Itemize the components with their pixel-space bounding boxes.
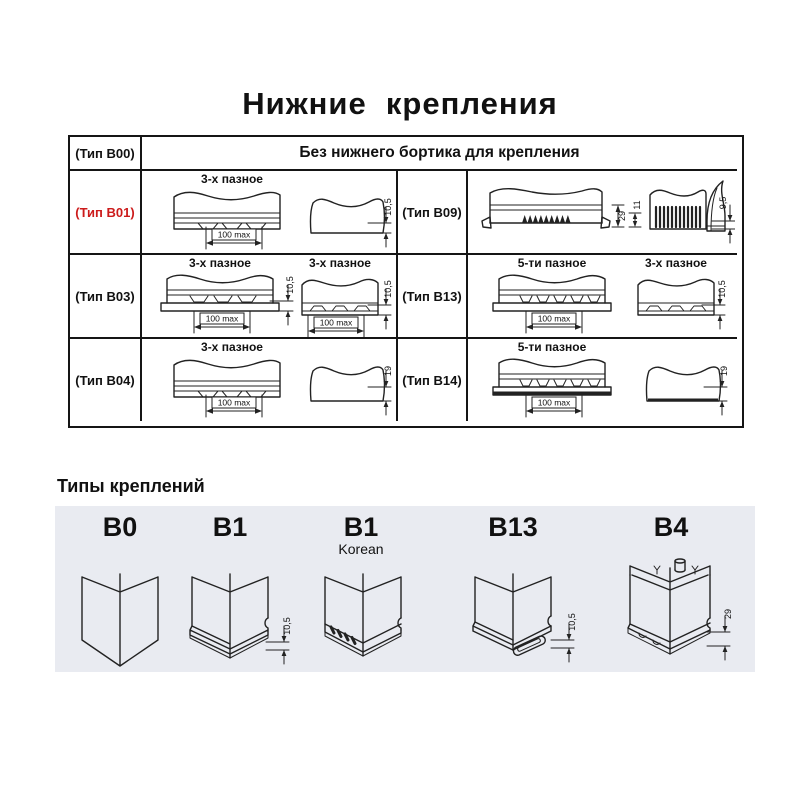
height-dim: 10,5 [717, 280, 727, 298]
drawing-b03 [142, 255, 396, 337]
type-label-b01: (Тип B01) [75, 204, 135, 220]
height-dim: 29 [723, 608, 733, 620]
height-dim: 19 [383, 365, 393, 377]
height-dim: 10,5 [282, 617, 292, 635]
mount-types-drawings [55, 558, 755, 672]
cell-type-b13 [398, 255, 468, 339]
mount-types-panel [55, 506, 755, 672]
width-dim: 100 max [217, 229, 251, 240]
cell-drawings-b04 [142, 339, 398, 421]
section-heading: Типы креплений [57, 476, 205, 496]
desc-b00: Без нижнего бортика для крепления [299, 144, 580, 161]
mount-type-sublabel-korean: Korean [338, 541, 384, 557]
corner-drawing-b4 [628, 559, 733, 660]
width-dim: 100 max [537, 313, 571, 324]
type-label-b04: (Тип B04) [75, 372, 135, 388]
groove-label: 3-х пазное [201, 340, 263, 354]
type-label-b14: (Тип B14) [402, 372, 462, 388]
height-dim: 10,5 [383, 280, 393, 298]
cell-type-b04 [70, 339, 142, 421]
mount-table [68, 135, 744, 428]
drawing-b09 [468, 171, 735, 253]
drawing-b14 [468, 339, 735, 421]
cell-type-b14 [398, 339, 468, 421]
drawing-b01 [142, 171, 396, 253]
height-dim: 10,5 [383, 198, 393, 216]
type-label-b03: (Тип B03) [75, 288, 135, 304]
type-label-b09: (Тип B09) [402, 204, 462, 220]
height-dim: 19 [719, 365, 729, 377]
cell-drawings-b14 [468, 339, 737, 421]
corner-drawing-b1 [190, 574, 292, 664]
height-dim: 10,5 [567, 613, 577, 631]
cell-type-b01 [70, 171, 142, 255]
cell-drawings-b03 [142, 255, 398, 339]
width-dim: 100 max [319, 317, 353, 328]
mount-type-label-b0: B0 [102, 512, 138, 542]
width-dim: 100 max [217, 397, 251, 408]
groove-label: 3-х пазное [309, 256, 371, 270]
cell-drawings-b01 [142, 171, 398, 255]
type-label-b13: (Тип B13) [402, 288, 462, 304]
corner-drawing-b0 [82, 574, 158, 666]
groove-label: 5-ти пазное [517, 340, 587, 354]
width-dim: 100 max [205, 313, 239, 324]
cell-type-b03 [70, 255, 142, 339]
height-dim: 10,5 [285, 276, 295, 294]
mount-type-label-b1: B1 [212, 512, 248, 542]
drawing-b04 [142, 339, 396, 421]
groove-label: 3-х пазное [201, 172, 263, 186]
height-dim: 11 [632, 200, 642, 210]
corner-drawing-b1-korean [325, 574, 401, 656]
corner-drawing-b13 [473, 574, 577, 662]
page-title: Нижние крепления [242, 86, 558, 121]
cell-drawings-b09 [468, 171, 737, 255]
cell-desc-b00 [142, 137, 737, 171]
mount-type-label-b4: B4 [653, 512, 689, 542]
type-label-b00: (Тип B00) [75, 145, 135, 161]
mount-type-label-b1-korean: B1 [343, 512, 379, 542]
groove-label: 3-х пазное [189, 256, 251, 270]
mount-type-label-b13: B13 [488, 512, 538, 542]
groove-label: 5-ти пазное [517, 256, 587, 270]
cell-type-b09 [398, 171, 468, 255]
width-dim: 100 max [537, 397, 571, 408]
cell-drawings-b13 [468, 255, 737, 339]
height-dim: 29 [617, 210, 627, 222]
height-dim: 9,5 [718, 196, 728, 210]
drawing-b13 [468, 255, 735, 337]
cell-type-b00 [70, 137, 142, 171]
groove-label: 3-х пазное [645, 256, 707, 270]
